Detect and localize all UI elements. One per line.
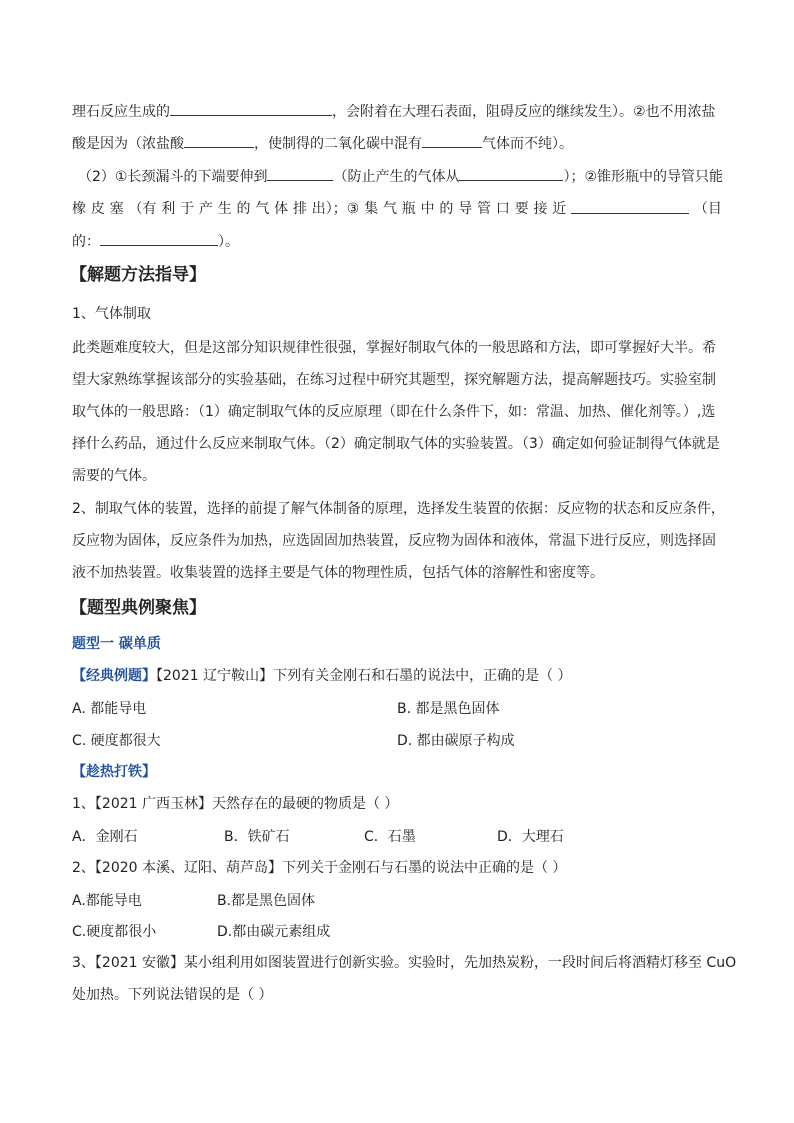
question-type-title: 题型一 碳单质 <box>72 636 161 652</box>
option-c[interactable]: C.硬度都很小 <box>72 924 157 940</box>
text-fragment: 排 <box>292 201 307 217</box>
option-a[interactable]: A.都能导电 <box>72 893 142 909</box>
fill-blank[interactable] <box>184 133 254 148</box>
paragraph-line: 此类题难度较大，但是这部分知识规律性很强，掌握好制取气体的一般思路和方法，即可掌握好大半。希 <box>72 340 716 356</box>
section-heading: 【题型典例聚焦】 <box>70 598 206 618</box>
text-fragment: ，使制得的二氧化碳中混有 <box>254 136 422 152</box>
classic-question <box>72 666 722 688</box>
text-fragment: （目 <box>693 201 722 217</box>
text-fragment: 利 <box>161 201 176 217</box>
question-1: 1、【2021 广西玉林】天然存在的最硬的物质是（ ） <box>72 796 399 812</box>
section-heading: 【解题方法指导】 <box>70 265 206 285</box>
fill-blank[interactable] <box>100 231 218 246</box>
text-fragment: 于 <box>180 201 195 217</box>
text-fragment: 的 <box>439 201 454 217</box>
text-fragment: 管 <box>477 201 491 217</box>
text-fragment: （2）①长颈漏斗的下端要伸到 <box>78 169 268 185</box>
option-a[interactable]: A. 都能导电 <box>72 701 147 717</box>
option-b[interactable]: B.都是黑色固体 <box>217 893 316 909</box>
text-fragment: 酸是因为（浓盐酸 <box>72 136 184 152</box>
paragraph-line: 望大家熟练掌握该部分的实验基础，在练习过程中研究其题型，探究解题方法，提高解题技巧。实验室制 <box>72 372 716 388</box>
text-line <box>72 231 722 253</box>
option-c[interactable]: C. 硬度都很大 <box>72 733 161 749</box>
paragraph-line: 液不加热装置。收集装置的选择主要是气体的物理性质，包括气体的溶解性和密度等。 <box>72 565 604 581</box>
practice-tag: 【趁热打铁】 <box>72 764 156 780</box>
text-fragment: 产 <box>198 201 213 217</box>
option-d[interactable]: D．大理石 <box>497 829 564 845</box>
text-fragment: 体 <box>274 201 289 217</box>
text-fragment: 气 <box>255 201 270 217</box>
classic-example-tag: 【经典例题】 <box>72 668 156 684</box>
text-fragment: 生 <box>217 201 232 217</box>
text-fragment: （防止产生的气体从 <box>333 169 460 185</box>
paragraph-line: 择什么药品，通过什么反应来制取气体。（2）确定制取气体的实验装置。（3）确定如何验证制得气体就是 <box>72 436 720 452</box>
question-3-line: 3、【2021 安徽】某小组利用如图装置进行创新实验。实验时，先加热炭粉，一段时间后将酒精灯移至 CuO <box>72 955 737 971</box>
text-fragment: ，会附着在大理石表面，阻碍反应的继续发生）。②也不用浓盐 <box>332 104 716 120</box>
text-fragment: 皮 <box>90 201 105 217</box>
text-fragment: ）。 <box>218 234 239 250</box>
paragraph-line: 2、制取气体的装置，选择的前提了解气体制备的原理，选择发生装置的依据：反应物的状态和反应条件， <box>72 501 725 517</box>
text-fragment: 出）；③ <box>311 201 360 217</box>
paragraph-line: 取气体的一般思路：（1）确定制取气体的反应原理（即在什么条件下，如：常温、加热、催化剂等。）,选 <box>72 404 716 420</box>
item-title: 1、气体制取 <box>72 306 151 322</box>
option-d[interactable]: D. 都由碳原子构成 <box>397 733 515 749</box>
text-fragment: 中 <box>420 201 435 217</box>
paragraph-line: 需要的气体。 <box>72 468 156 484</box>
text-line <box>72 133 722 155</box>
text-line <box>72 101 722 123</box>
fill-blank[interactable] <box>459 166 563 181</box>
text-fragment: （有 <box>128 201 157 217</box>
text-fragment: 气 <box>382 201 397 217</box>
text-fragment: 口 <box>495 201 510 217</box>
text-fragment: 要 <box>514 201 529 217</box>
text-line-justified <box>72 199 722 221</box>
text-fragment: ）；②锥形瓶中的导管只能 <box>563 169 724 185</box>
option-b[interactable]: B．铁矿石 <box>224 829 290 845</box>
text-fragment: 近 <box>552 201 567 217</box>
option-c[interactable]: C．石墨 <box>364 829 416 845</box>
text-fragment: 导 <box>458 201 473 217</box>
option-b[interactable]: B. 都是黑色固体 <box>397 701 500 717</box>
paragraph-line: 反应物为固体，反应条件为加热，应选固固加热装置，反应物为固体和液体，常温下进行反应，则选择固 <box>72 533 716 549</box>
question-text: 【2021 辽宁鞍山】下列有关金刚石和石墨的说法中，正确的是（ ） <box>156 668 572 684</box>
text-fragment: 的： <box>72 234 100 250</box>
text-fragment: 理石反应生成的 <box>72 104 170 120</box>
text-line <box>78 166 728 188</box>
text-fragment: 气体而不纯）。 <box>482 136 573 152</box>
text-fragment: 的 <box>236 201 251 217</box>
text-fragment: 橡 <box>72 201 86 217</box>
text-fragment: 接 <box>533 201 548 217</box>
fill-blank[interactable] <box>170 101 332 116</box>
question-2: 2、【2020 本溪、辽阳、葫芦岛】下列关于金刚石与石墨的说法中正确的是（ ） <box>72 860 567 876</box>
question-3-line: 处加热。下列说法错误的是（ ） <box>72 987 273 1003</box>
text-fragment: 瓶 <box>401 201 416 217</box>
fill-blank[interactable] <box>571 199 689 214</box>
option-d[interactable]: D.都由碳元素组成 <box>217 924 331 940</box>
option-a[interactable]: A．金刚石 <box>72 829 138 845</box>
text-fragment: 塞 <box>109 201 124 217</box>
text-fragment: 集 <box>364 201 379 217</box>
fill-blank[interactable] <box>422 133 482 148</box>
fill-blank[interactable] <box>267 166 333 181</box>
